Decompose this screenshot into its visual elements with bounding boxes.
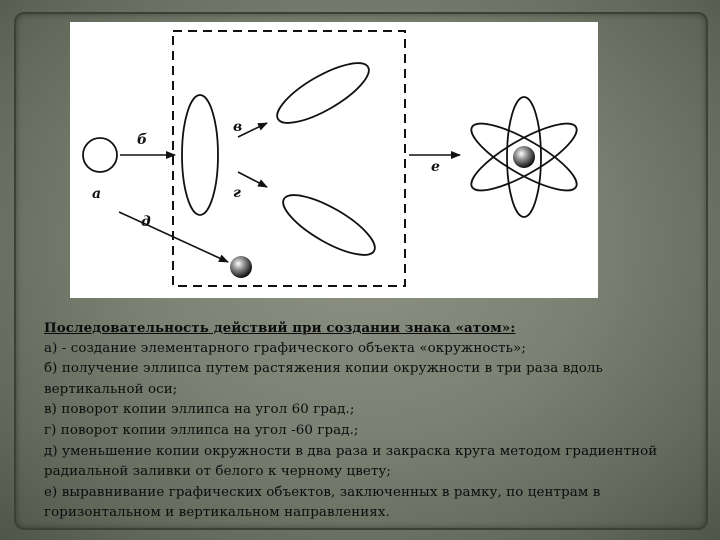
- atom-symbol: [464, 97, 585, 217]
- label-d: д: [141, 214, 151, 230]
- step-d: д) уменьшение копии окружности в два раза и закраска круга методом градиентной радиальной заливки от белого к черному цвету;: [44, 443, 658, 480]
- arrow-g: [238, 172, 267, 187]
- step-e: е) выравнивание графических объектов, заключенных в рамку, по центрам в горизонтальном и вертикальном направлениях.: [44, 484, 601, 521]
- label-v: в: [233, 119, 243, 135]
- arrow-v: [238, 123, 267, 137]
- label-b: б: [137, 132, 148, 148]
- label-a: а: [92, 186, 102, 202]
- description-heading: Последовательность действий при создании знака «атом»:: [44, 320, 516, 336]
- ellipse-v: [269, 52, 376, 133]
- step-v: в) поворот копии эллипса на угол 60 град.;: [44, 402, 355, 418]
- step-b: б) получение эллипса путем растяжения копии окружности в три раза вдоль вертикальной оси;: [44, 361, 603, 397]
- label-e: е: [431, 159, 440, 175]
- ball-d: [230, 256, 252, 278]
- ellipse-b: [182, 95, 218, 215]
- label-g: г: [233, 185, 241, 201]
- step-g: г) поворот копии эллипса на угол -60 град.;: [44, 422, 359, 438]
- atom-construction-figure: [70, 22, 598, 298]
- circle-a: [83, 138, 117, 172]
- figure-drawing: [70, 22, 598, 298]
- ellipse-g: [275, 184, 382, 265]
- step-a: а) - создание элементарного графического объекта «окружность»;: [44, 340, 526, 356]
- dashed-frame: [173, 31, 405, 286]
- description-text: [44, 318, 692, 524]
